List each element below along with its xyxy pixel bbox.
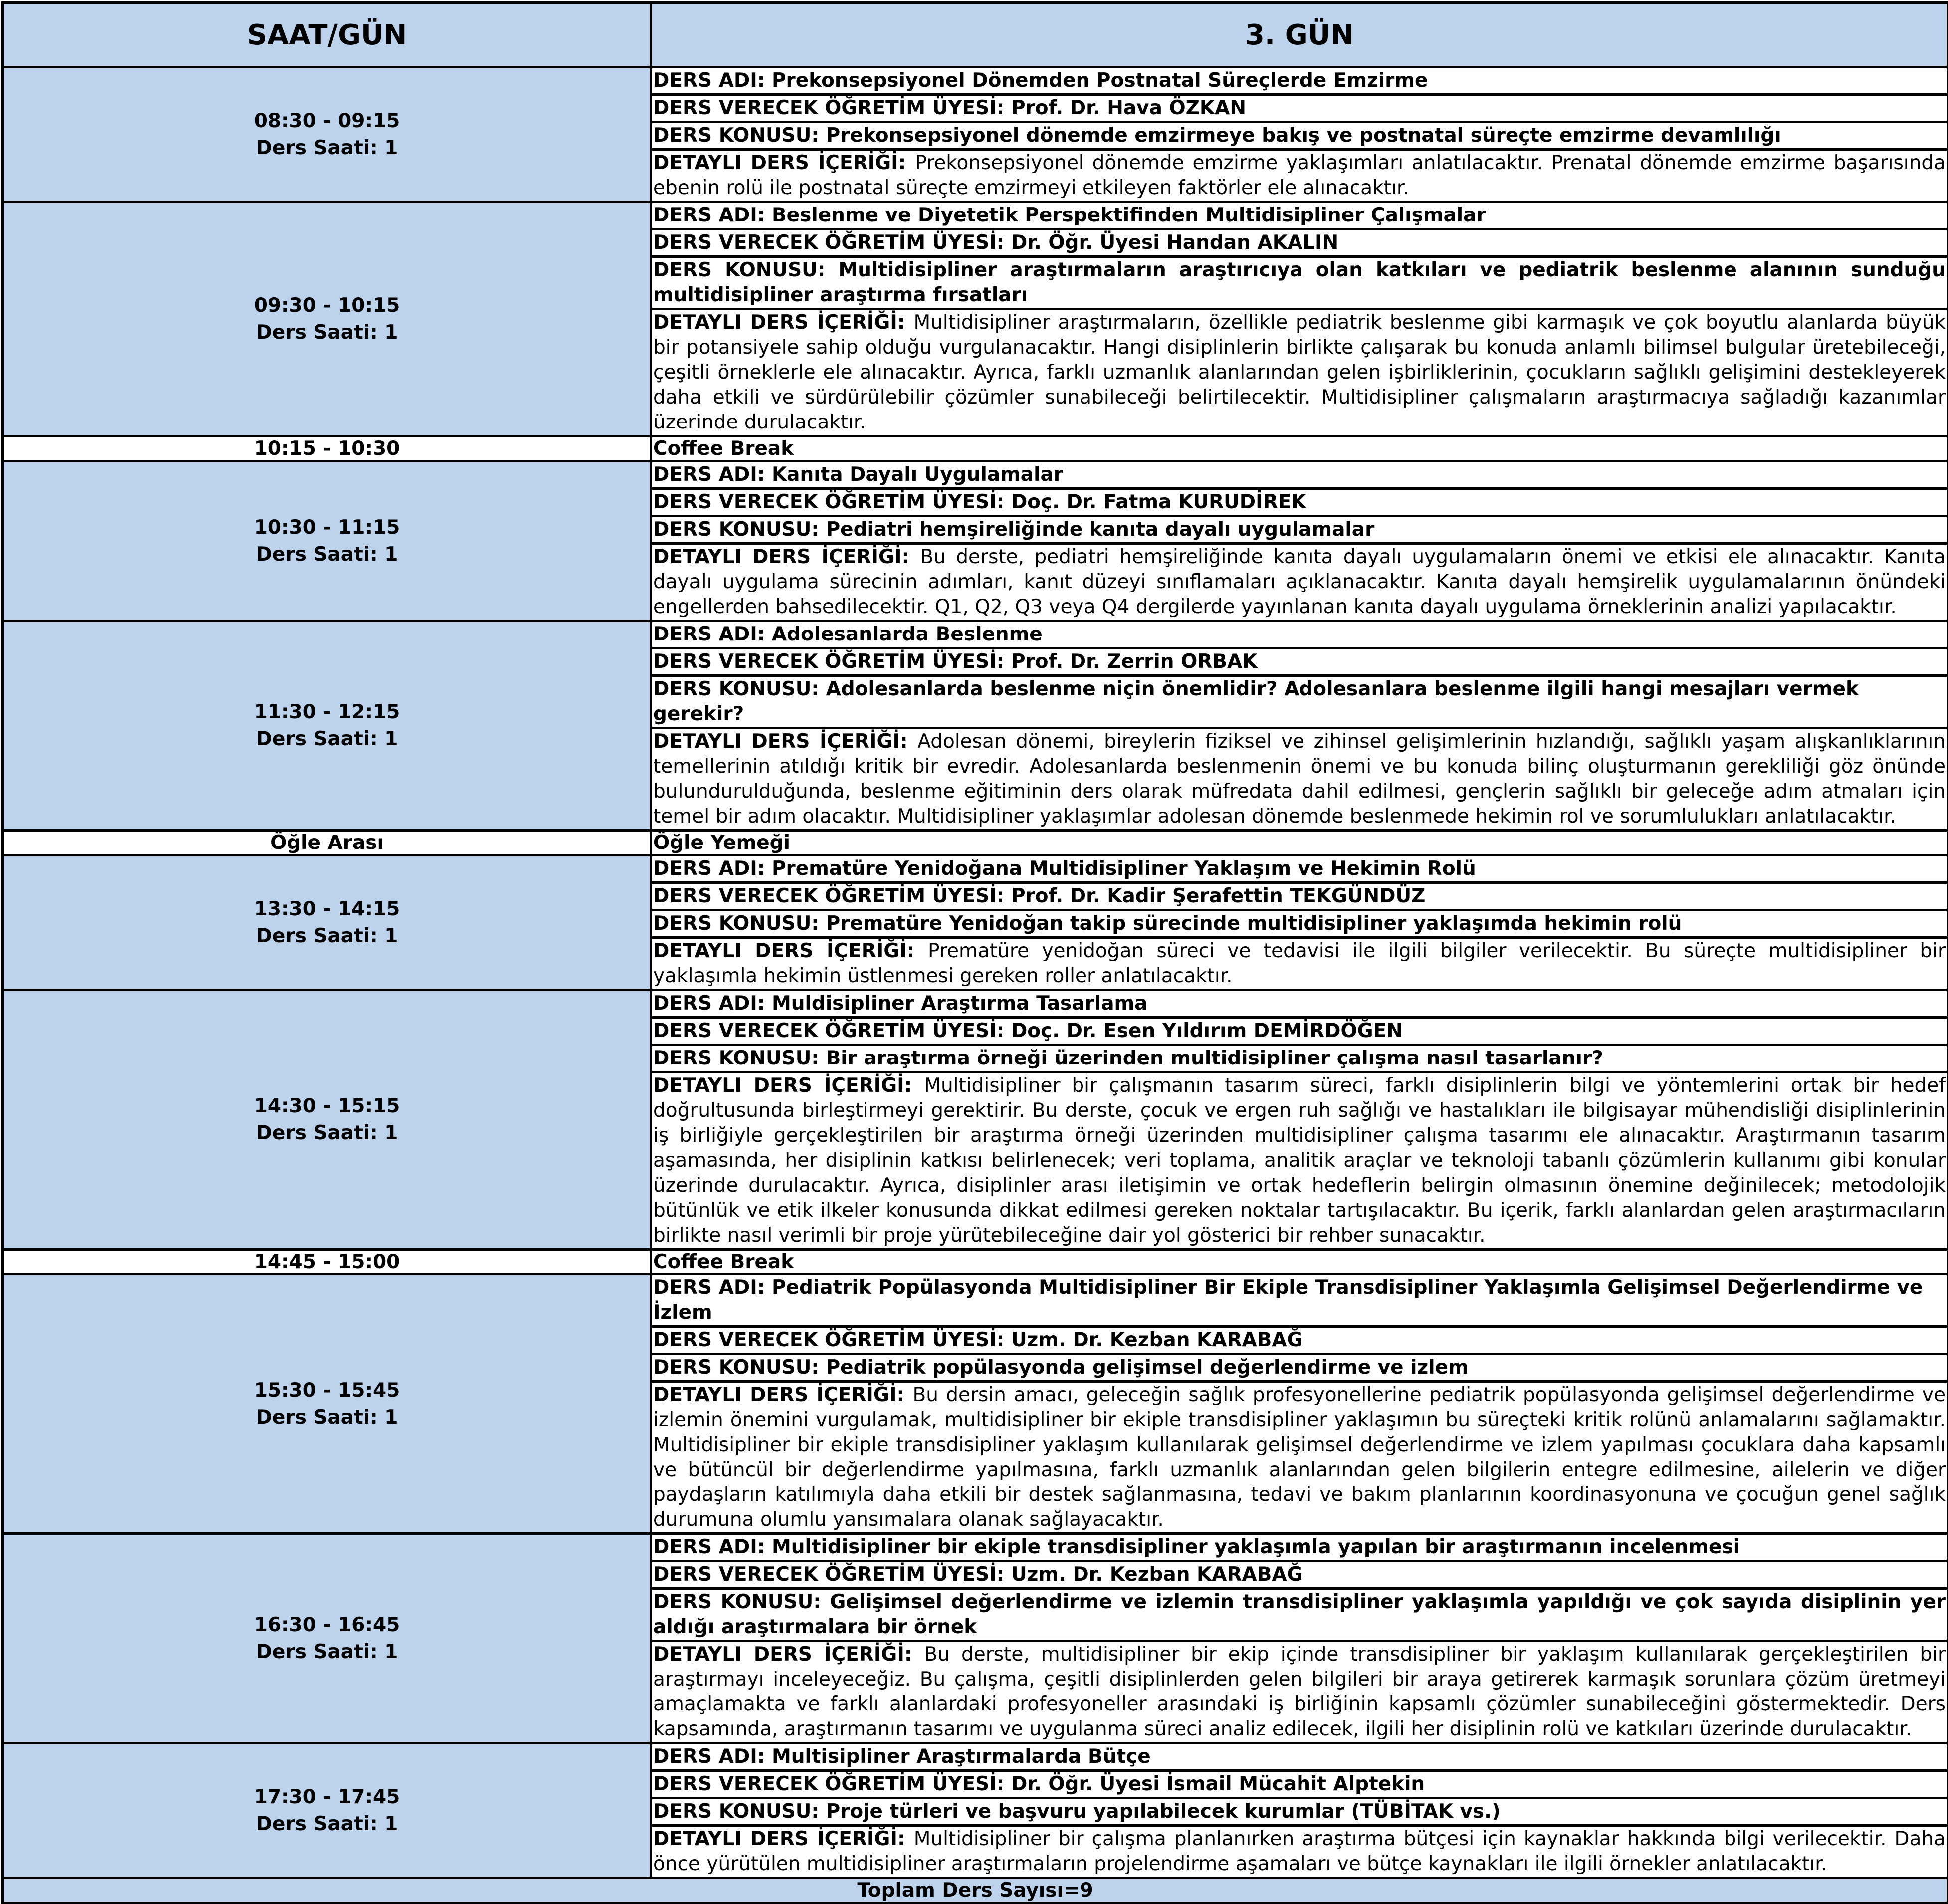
break-label: Coffee Break bbox=[651, 1250, 1948, 1274]
break-time: 10:15 - 10:30 bbox=[3, 436, 651, 461]
break-label: Coffee Break bbox=[651, 436, 1948, 461]
course-name: DERS ADI: Beslenme ve Diyetetik Perspektifinden Multidisipliner Çalışmalar bbox=[652, 203, 1947, 230]
course-topic: DERS KONUSU: Gelişimsel değerlendirme ve izlemin transdisipliner yaklaşımla yapıldığı ve çok sayıda disiplinin yer aldığı araştırmalara bir örnek bbox=[652, 1590, 1947, 1642]
course-name: DERS ADI: Muldisipliner Araştırma Tasarlama bbox=[652, 991, 1947, 1019]
course-detail: DETAYLI DERS İÇERİĞİ: Multidisipliner bir çalışmanın tasarım süreci, farklı disiplinlerin bilgi ve yöntemlerini ortak bir hedef doğrultusunda birleştirmeyi gerektirir. Bu derste, çocuk ve ergen ruh sağlığı ve hastalıkları ile bilgisayar mühendisliği disiplinlerinin iş birliğiyle gerçekleştirilen bir araştırma örneği üzerinden multidisipliner çalışma tasarımı ele alınacaktır. Araştırmanın tasarım aşamasında, her disiplinin katkısı belirlenecek; veri toplama, analitik araçlar ve teknoloji tabanlı çözümlerin kullanımı gibi konular üzerinde durulacaktır. Ayrıca, disiplinler arası iletişimin ve ortak hedeflerin belirgin olmasının önemine değinilecek; metodolojik bütünlük ve etik ilkeler konusunda dikkat edilmesi gereken noktalar tartışılacaktır. Bu içerik, farklı alanlardan gelen araştırmacıların birlikte nasıl verimli bir proje yürütebileceğine dair yol gösterici bir rehber sunacaktır. bbox=[653, 1074, 1946, 1247]
session-row bbox=[3, 1534, 1948, 1743]
session-hours: Ders Saati: 1 bbox=[256, 924, 398, 947]
session-hours: Ders Saati: 1 bbox=[256, 321, 398, 344]
session-content bbox=[651, 990, 1948, 1250]
course-detail: DETAYLI DERS İÇERİĞİ: Bu derste, pediatri hemşireliğinde kanıta dayalı uygulamaların önemi ve etkisi ele alınacaktır. Kanıta dayalı uygulama sürecinin adımları, kanıt düzeyi sınıflamaları açıklanacaktır. Kanıta dayalı hemşirelik uygulamalarının önündeki engellerden bahsedilecektir. Q1, Q2, Q3 veya Q4 dergilerde yayınlanan kanıta dayalı uygulama örneklerinin analizi yapılacaktır. bbox=[653, 546, 1946, 618]
break-time: Öğle Arası bbox=[3, 831, 651, 855]
session-row bbox=[3, 1743, 1948, 1878]
course-detail: DETAYLI DERS İÇERİĞİ: Prekonsepsiyonel dönemde emzirme yaklaşımları anlatılacaktır. Prenatal dönemde emzirme başarısında ebenin rolü ile postnatal süreçte emzirmeyi etkileyen faktörler ele alınacaktır. bbox=[653, 152, 1946, 199]
session-row bbox=[3, 855, 1948, 990]
session-content bbox=[651, 621, 1948, 831]
course-name: DERS ADI: Pediatrik Popülasyonda Multidisipliner Bir Ekiple Transdisipliner Yaklaşımla Gelişimsel Değerlendirme ve İzlem bbox=[652, 1275, 1947, 1328]
course-detail: DETAYLI DERS İÇERİĞİ: Multidisipliner bir çalışma planlanırken araştırma bütçesi için kaynaklar hakkında bilgi verilecektir. Daha önce yürütülen multidisipliner araştırmaların projelendirme aşamaları ve bütçe kaynakları ile ilgili örnekler anlatılacaktır. bbox=[653, 1828, 1946, 1875]
course-teacher: DERS VERECEK ÖĞRETİM ÜYESİ: Dr. Öğr. Üyesi Handan AKALIN bbox=[652, 230, 1947, 258]
session-hours: Ders Saati: 1 bbox=[256, 1406, 398, 1429]
session-hours: Ders Saati: 1 bbox=[256, 1640, 398, 1663]
total-lessons: Toplam Ders Sayısı=9 bbox=[3, 1878, 1948, 1903]
session-row bbox=[3, 621, 1948, 831]
break-row bbox=[3, 831, 1948, 855]
course-topic: DERS KONUSU: Pediatrik popülasyonda gelişimsel değerlendirme ve izlem bbox=[652, 1355, 1947, 1383]
session-row bbox=[3, 1274, 1948, 1534]
course-topic: DERS KONUSU: Prematüre Yenidoğan takip sürecinde multidisipliner yaklaşımda hekimin rolü bbox=[652, 911, 1947, 939]
course-topic: DERS KONUSU: Pediatri hemşireliğinde kanıta dayalı uygulamalar bbox=[652, 517, 1947, 545]
session-row bbox=[3, 990, 1948, 1250]
session-content bbox=[651, 1534, 1948, 1743]
session-row bbox=[3, 461, 1948, 621]
session-time-cell bbox=[3, 202, 651, 436]
session-hours: Ders Saati: 1 bbox=[256, 1121, 398, 1144]
session-content bbox=[651, 202, 1948, 436]
course-name: DERS ADI: Prekonsepsiyonel Dönemden Postnatal Süreçlerde Emzirme bbox=[652, 68, 1947, 96]
session-content bbox=[651, 1274, 1948, 1534]
session-hours: Ders Saati: 1 bbox=[256, 136, 398, 159]
session-row bbox=[3, 202, 1948, 436]
course-name: DERS ADI: Prematüre Yenidoğana Multidisipliner Yaklaşım ve Hekimin Rolü bbox=[652, 856, 1947, 884]
break-row bbox=[3, 436, 1948, 461]
session-hours: Ders Saati: 1 bbox=[256, 543, 398, 566]
session-time: 10:30 - 11:15 bbox=[254, 516, 400, 539]
session-time-cell bbox=[3, 621, 651, 831]
session-time: 15:30 - 15:45 bbox=[254, 1379, 400, 1402]
course-detail: DETAYLI DERS İÇERİĞİ: Bu derste, multidisipliner bir ekip içinde transdisipliner bir yaklaşım kullanılarak gerçekleştirilen bir araştırmayı inceleyeceğiz. Bu çalışma, çeşitli disiplinlerden gelen bilgileri bir araya getirerek karmaşık sorunlara çözüm üretmeyi amaçlamakta ve farklı alanlardaki profesyoneller arasındaki iş birliğinin kapsamlı çözümler sunabileceğini göstermektedir. Ders kapsamında, araştırmanın tasarımı ve uygulanma süreci analiz edilecek, ilgili her disiplinin rolü ve katkıları üzerinde durulacaktır. bbox=[653, 1643, 1946, 1740]
session-time-cell bbox=[3, 461, 651, 621]
course-name: DERS ADI: Adolesanlarda Beslenme bbox=[652, 622, 1947, 649]
session-time: 17:30 - 17:45 bbox=[254, 1785, 400, 1808]
course-teacher: DERS VERECEK ÖĞRETİM ÜYESİ: Prof. Dr. Kadir Şerafettin TEKGÜNDÜZ bbox=[652, 884, 1947, 911]
session-content bbox=[651, 855, 1948, 990]
course-topic: DERS KONUSU: Bir araştırma örneği üzerinden multidisipliner çalışma nasıl tasarlanır? bbox=[652, 1046, 1947, 1073]
session-content bbox=[651, 67, 1948, 202]
course-topic: DERS KONUSU: Multidisipliner araştırmaların araştırıcıya olan katkıları ve pediatrik beslenme alanının sunduğu multidisipliner araştırma fırsatları bbox=[652, 258, 1947, 310]
course-teacher: DERS VERECEK ÖĞRETİM ÜYESİ: Dr. Öğr. Üyesi İsmail Mücahit Alptekin bbox=[652, 1772, 1947, 1799]
course-teacher: DERS VERECEK ÖĞRETİM ÜYESİ: Prof. Dr. Hava ÖZKAN bbox=[652, 96, 1947, 123]
course-name: DERS ADI: Kanıta Dayalı Uygulamalar bbox=[652, 462, 1947, 490]
break-row bbox=[3, 1250, 1948, 1274]
course-name: DERS ADI: Multidisipliner bir ekiple transdisipliner yaklaşımla yapılan bir araştırmanın incelenmesi bbox=[652, 1535, 1947, 1562]
session-time: 08:30 - 09:15 bbox=[254, 109, 400, 132]
session-time: 13:30 - 14:15 bbox=[254, 897, 400, 920]
session-time: 16:30 - 16:45 bbox=[254, 1613, 400, 1636]
total-row bbox=[3, 1878, 1948, 1903]
course-detail: DETAYLI DERS İÇERİĞİ: Bu dersin amacı, geleceğin sağlık profesyonellerine pediatrik popülasyonda gelişimsel değerlendirme ve izlemin önemini vurgulamak, multidisipliner bir ekiple transdisipliner yaklaşımın bu süreçteki kritik rolünü anlamalarını sağlamaktır. Multidisipliner bir ekiple transdisipliner yaklaşım kullanılarak gelişimsel değerlendirme ve izlem yapılması çocuklara daha kapsamlı ve bütüncül bir değerlendirme yapılmasına, farklı uzmanlık alanlarından gelen bilgilerin entegre edilmesine, ailelerin ve diğer paydaşların katılımıyla daha etkili bir destek sağlanmasına, tedavi ve bakım planlarının koordinasyonuna ve çocuğun genel sağlık durumuna olumlu yansımalara olanak sağlayacaktır. bbox=[653, 1384, 1946, 1531]
course-topic: DERS KONUSU: Adolesanlarda beslenme niçin önemlidir? Adolesanlara beslenme ilgili hangi mesajları vermek gerekir? bbox=[652, 677, 1947, 729]
session-time-cell bbox=[3, 67, 651, 202]
course-teacher: DERS VERECEK ÖĞRETİM ÜYESİ: Prof. Dr. Zerrin ORBAK bbox=[652, 649, 1947, 677]
course-detail: DETAYLI DERS İÇERİĞİ: Prematüre yenidoğan süreci ve tedavisi ile ilgili bilgiler verilecektir. Bu süreçte multidisipliner bir yaklaşımla hekimin üstlenmesi gereken roller anlatılacaktır. bbox=[653, 940, 1946, 987]
schedule-table bbox=[1, 1, 1948, 1904]
header-row bbox=[3, 3, 1948, 67]
session-row bbox=[3, 67, 1948, 202]
session-time-cell bbox=[3, 990, 651, 1250]
header-time-day: SAAT/GÜN bbox=[3, 3, 651, 67]
course-teacher: DERS VERECEK ÖĞRETİM ÜYESİ: Doç. Dr. Esen Yıldırım DEMİRDÖĞEN bbox=[652, 1019, 1947, 1046]
course-name: DERS ADI: Multisipliner Araştırmalarda Bütçe bbox=[652, 1744, 1947, 1772]
session-time: 09:30 - 10:15 bbox=[254, 294, 400, 317]
course-teacher: DERS VERECEK ÖĞRETİM ÜYESİ: Uzm. Dr. Kezban KARABAĞ bbox=[652, 1328, 1947, 1355]
course-teacher: DERS VERECEK ÖĞRETİM ÜYESİ: Doç. Dr. Fatma KURUDİREK bbox=[652, 490, 1947, 517]
session-time-cell bbox=[3, 855, 651, 990]
session-hours: Ders Saati: 1 bbox=[256, 727, 398, 750]
header-day: 3. GÜN bbox=[651, 3, 1948, 67]
session-time: 11:30 - 12:15 bbox=[254, 700, 400, 723]
course-teacher: DERS VERECEK ÖĞRETİM ÜYESİ: Uzm. Dr. Kezban KARABAĞ bbox=[652, 1562, 1947, 1590]
course-detail: DETAYLI DERS İÇERİĞİ: Multidisipliner araştırmaların, özellikle pediatrik beslenme gibi karmaşık ve çok boyutlu alanlarda büyük bir potansiyele sahip olduğu vurgulanacaktır. Hangi disiplinlerin birlikte çalışarak bu konuda anlamlı bilimsel bulgular üretebileceği, çeşitli örneklerle ele alınacaktır. Ayrıca, farklı uzmanlık alanlarından gelen işbirliklerinin, çocukların sağlıklı gelişimini destekleyerek daha etkili ve sürdürülebilir çözümler sunabileceği belirtilecektir. Multidisipliner çalışmaların araştırmacıya sağladığı kazanımlar üzerinde durulacaktır. bbox=[653, 311, 1946, 433]
session-content bbox=[651, 1743, 1948, 1878]
course-topic: DERS KONUSU: Proje türleri ve başvuru yapılabilecek kurumlar (TÜBİTAK vs.) bbox=[652, 1799, 1947, 1827]
session-time: 14:30 - 15:15 bbox=[254, 1094, 400, 1117]
session-time-cell bbox=[3, 1534, 651, 1743]
session-time-cell bbox=[3, 1274, 651, 1534]
session-time-cell bbox=[3, 1743, 651, 1878]
course-topic: DERS KONUSU: Prekonsepsiyonel dönemde emzirmeye bakış ve postnatal süreçte emzirme devamlılığı bbox=[652, 123, 1947, 151]
session-content bbox=[651, 461, 1948, 621]
break-time: 14:45 - 15:00 bbox=[3, 1250, 651, 1274]
break-label: Öğle Yemeği bbox=[651, 831, 1948, 855]
course-detail: DETAYLI DERS İÇERİĞİ: Adolesan dönemi, bireylerin fiziksel ve zihinsel gelişimlerinin hızlandığı, sağlıklı yaşam alışkanlıklarının temellerinin atıldığı kritik bir evredir. Adolesanlarda beslenmenin önemi ve bu konuda bilinç oluşturmanın gerekliliği göz önünde bulundurulduğunda, beslenme eğitiminin ders olarak müfredata dahil edilmesi, gençlerin sağlıklı bir geleceğe adım atmaları için temel bir adım olacaktır. Multidisipliner yaklaşımlar adolesan dönemde beslenmede hekimin rol ve sorumlulukları anlatılacaktır. bbox=[653, 730, 1946, 828]
session-hours: Ders Saati: 1 bbox=[256, 1812, 398, 1835]
